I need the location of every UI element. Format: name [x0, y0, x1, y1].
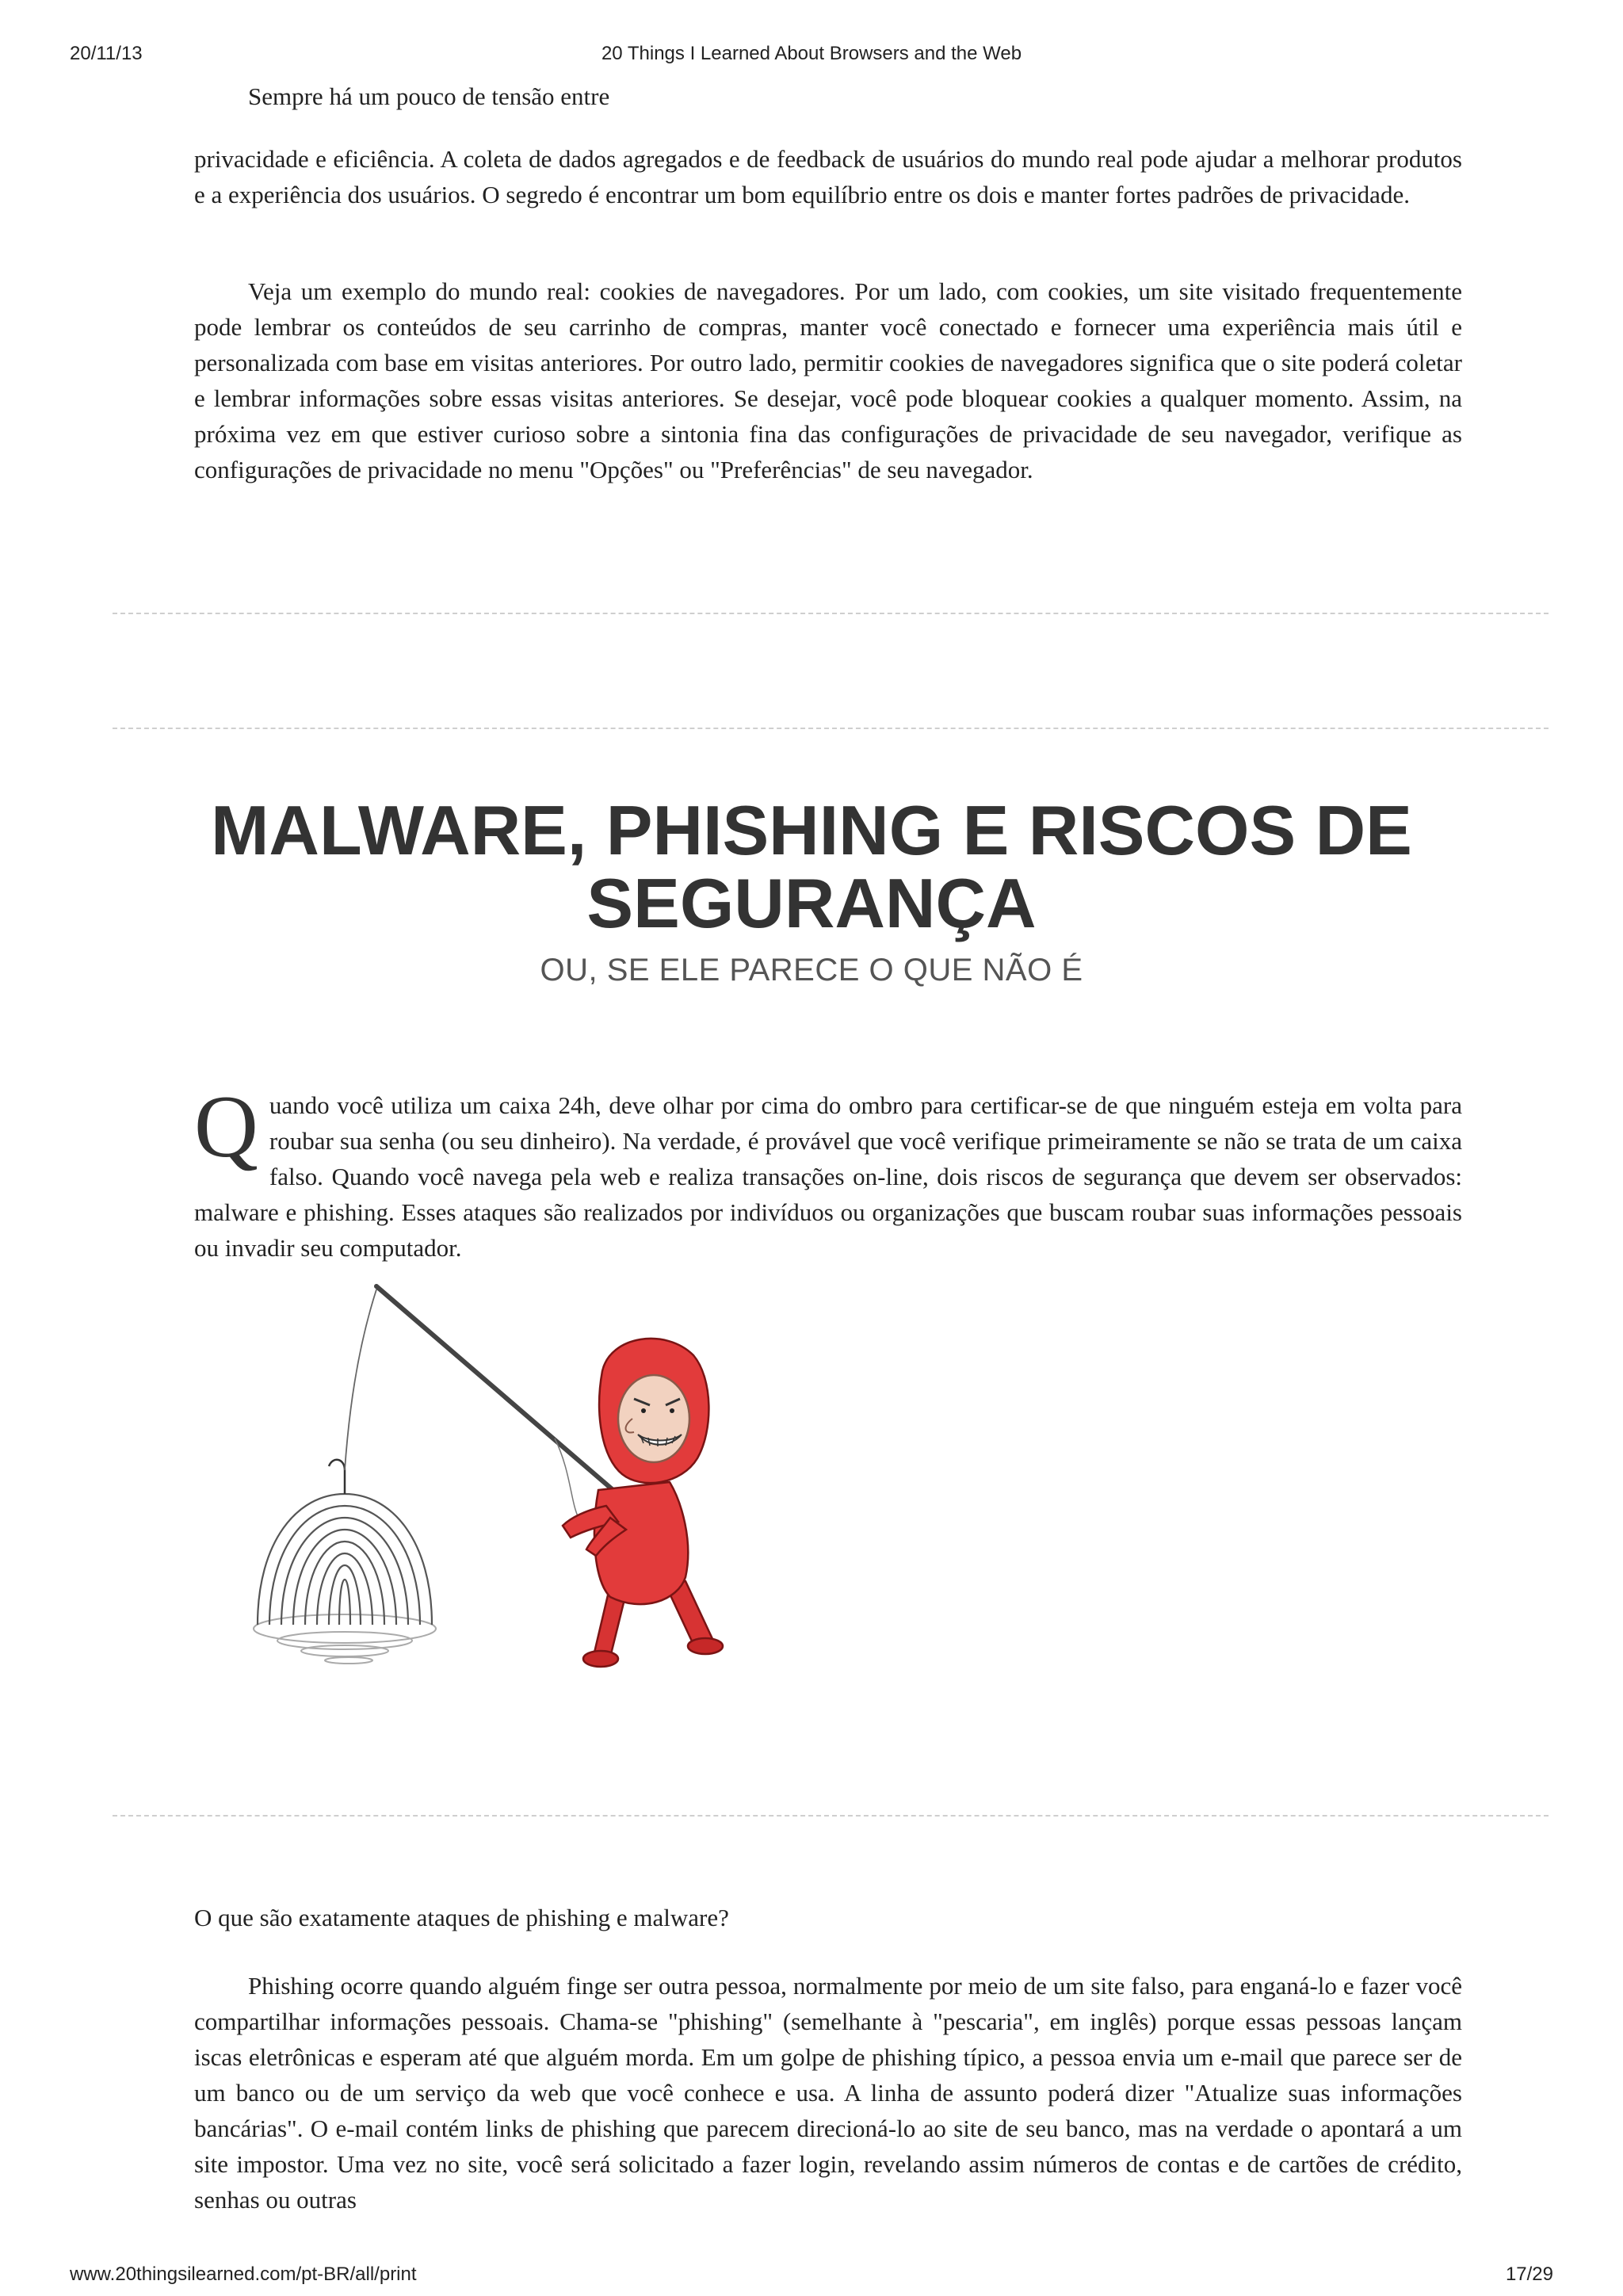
paragraph-privacy-efficiency: privacidade e eficiência. A coleta de dados agregados e de feedback de usuários do mundo real pode ajudar a melhorar produtos e a experiência dos usuários. O segredo é encontrar um bom equilíbrio entre os dois e manter fortes padrões de privacidade. — [194, 145, 1462, 208]
paragraph-cookies-example: Veja um exemplo do mundo real: cookies de navegadores. Por um lado, com cookies, um site visitado frequentemente pode lembrar os conteúdos de seu carrinho de compras, manter você conectado e fornecer uma experiência mais útil e personalizada com base em visitas anteriores. Por outro lado, permitir cookies de navegadores significa que o site poderá coletar e lembrar informações sobre essas visitas anteriores. Se desejar, você pode bloquear cookies a qualquer momento. Assim, na próxima vez em que estiver curioso sobre a sintonia fina das configurações de privacidade de seu navegador, verifique as configurações de privacidade no menu "Opções" ou "Preferências" de seu navegador. — [194, 277, 1462, 483]
print-url: www.20thingsilearned.com/pt-BR/all/print — [70, 2264, 417, 2285]
drop-cap: Q — [194, 1078, 258, 1176]
section-divider — [113, 613, 1549, 614]
paragraph-fragment: Sempre há um pouco de tensão entre — [248, 82, 610, 110]
fingerprint-icon — [258, 1494, 432, 1625]
print-date: 20/11/13 — [70, 43, 143, 64]
section-divider — [113, 1815, 1549, 1817]
chapter-title-line-2: SEGURANÇA — [586, 864, 1037, 942]
chapter-intro-text: uando você utiliza um caixa 24h, deve olhar por cima do ombro para certificar-se de que ninguém esteja em volta para roubar sua senha (ou seu dinheiro). Na verdade, é provável que você verifique primeiramente se não se trata de um caixa falso. Quando você navega pela web e realiza transações on-line, dois riscos de segurança que devem ser observados: malware e phishing. Esses ataques são realizados por indivíduos ou organizações que buscam roubar suas informações pessoais ou invadir seu computador. — [194, 1091, 1462, 1262]
print-page-title: 20 Things I Learned About Browsers and the Web — [601, 43, 1022, 64]
chapter-intro — [194, 1078, 1462, 1266]
red-phisher-figure-icon — [563, 1339, 723, 1667]
paragraph-phishing-definition: Phishing ocorre quando alguém finge ser outra pessoa, normalmente por meio de um site falso, para enganá-lo e fazer você compartilhar informações pessoais. Chama-se "phishing" (semelhante à "pescaria", em inglês) porque essas pessoas lançam iscas eletrônicas e esperam até que alguém morda. Em um golpe de phishing típico, a pessoa envia um e-mail que parece ser de um banco ou de um serviço da web que você conhece e usa. A linha de assunto poderá dizer "Atualize suas informações bancárias". O e-mail contém links de phishing que parecem direcioná-lo ao site de seu banco, mas na verdade o apontará a um site impostor. Uma vez no site, você será solicitado a fazer login, revelando assim números de contas e de cartões de crédito, senhas ou outras — [194, 1972, 1462, 2214]
fishing-line — [345, 1289, 376, 1470]
section-divider — [113, 728, 1549, 729]
chapter-title-line-1: MALWARE, PHISHING E RISCOS DE — [211, 791, 1412, 869]
chapter-heading — [0, 791, 1623, 988]
phishing-illustration — [238, 1280, 792, 1692]
chapter-subtitle: OU, SE ELE PARECE O QUE NÃO É — [540, 953, 1083, 988]
fishing-hook-icon — [329, 1460, 345, 1494]
page-number: 17/29 — [1505, 2264, 1553, 2285]
chapter-title — [0, 791, 1623, 942]
section-question: O que são exatamente ataques de phishing e malware? — [194, 1904, 729, 1931]
